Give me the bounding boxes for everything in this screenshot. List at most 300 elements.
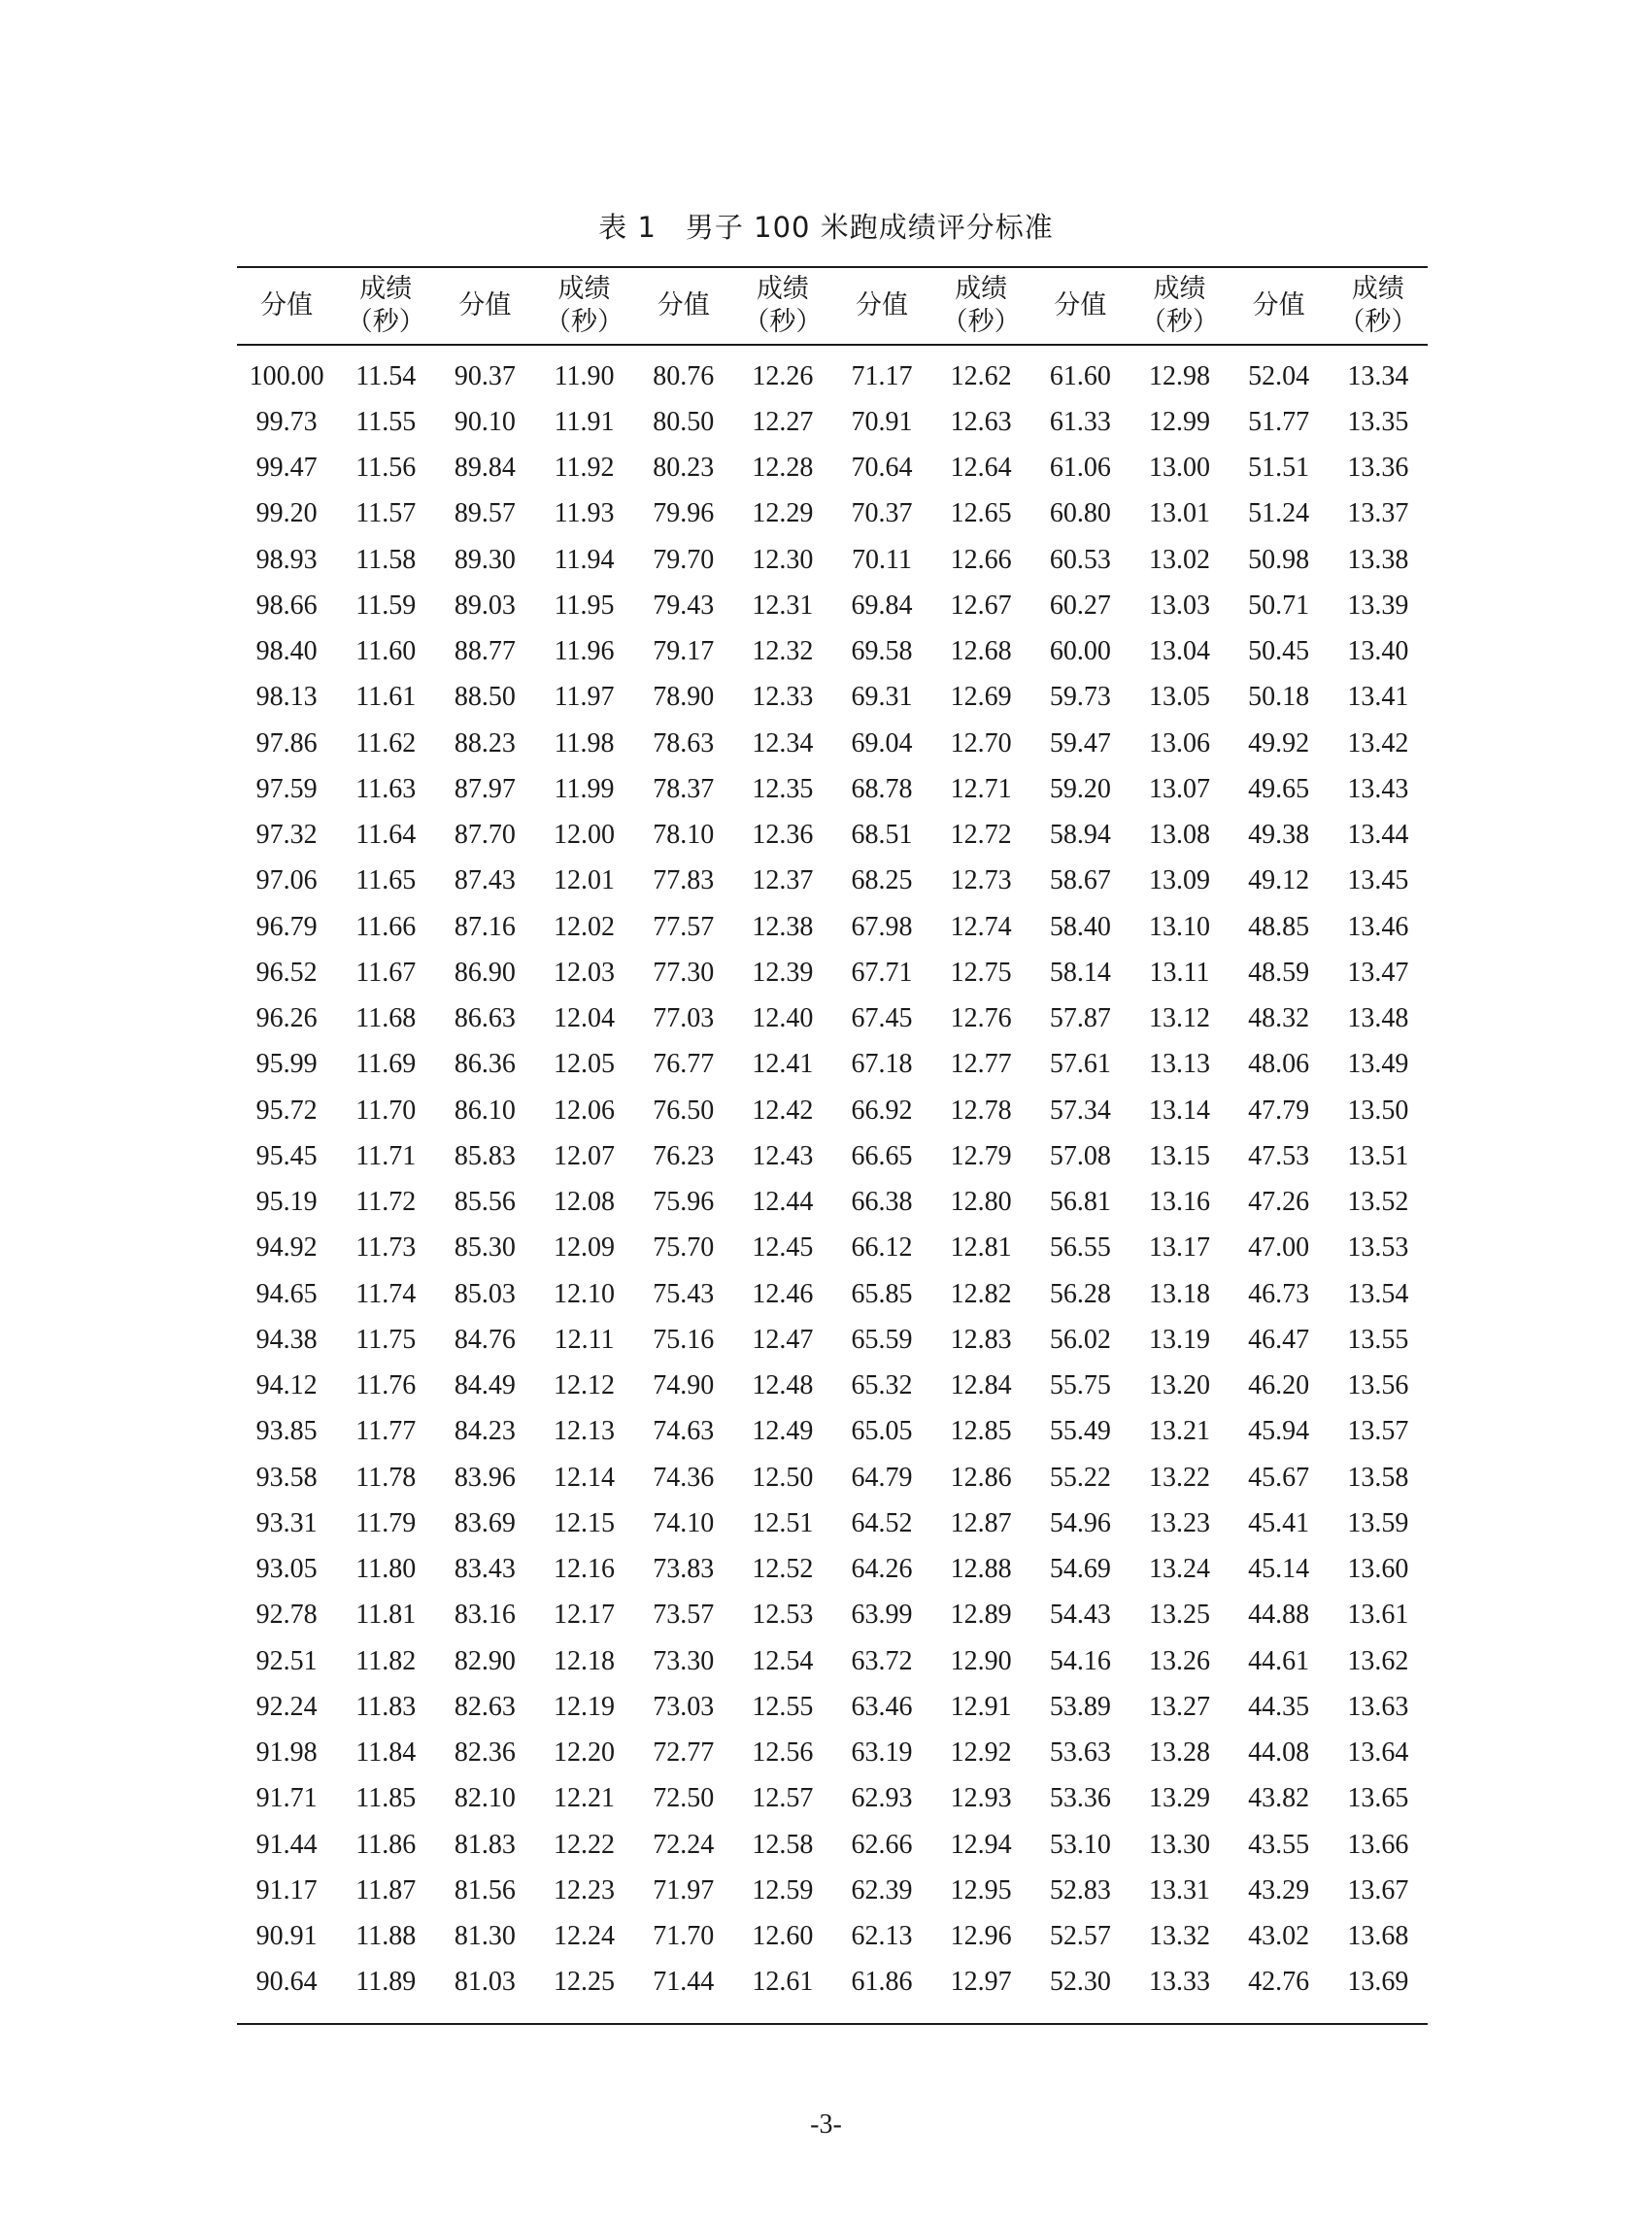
table-row xyxy=(237,537,1428,583)
time-cell: 12.99 xyxy=(1148,406,1210,437)
score-cell: 76.77 xyxy=(653,1049,715,1080)
time-cell: 11.77 xyxy=(355,1416,417,1447)
score-cell: 55.22 xyxy=(1049,1462,1111,1493)
time-cell: 12.12 xyxy=(554,1370,616,1401)
time-cell: 12.86 xyxy=(950,1462,1012,1493)
score-cell: 58.94 xyxy=(1049,820,1111,851)
time-cell: 11.60 xyxy=(355,636,417,667)
score-cell: 67.45 xyxy=(851,1003,913,1034)
time-cell: 11.54 xyxy=(355,360,417,391)
time-cell: 11.81 xyxy=(355,1600,417,1631)
time-cell: 11.98 xyxy=(554,727,615,759)
time-cell: 13.53 xyxy=(1347,1232,1409,1264)
score-cell: 59.73 xyxy=(1049,682,1111,713)
time-cell: 12.08 xyxy=(554,1187,616,1218)
score-cell: 86.63 xyxy=(454,1003,516,1034)
score-cell: 88.23 xyxy=(454,727,516,759)
time-cell: 13.31 xyxy=(1148,1874,1210,1905)
time-cell: 11.75 xyxy=(355,1324,417,1355)
table-row xyxy=(237,904,1428,950)
time-cell: 13.07 xyxy=(1148,773,1210,804)
time-cell: 12.71 xyxy=(950,773,1012,804)
time-cell: 11.69 xyxy=(355,1049,417,1080)
time-cell: 11.58 xyxy=(355,544,417,575)
time-cell: 12.70 xyxy=(950,727,1012,759)
header-time xyxy=(1329,267,1428,345)
time-cell: 11.71 xyxy=(355,1140,417,1171)
header-score xyxy=(832,267,931,345)
score-cell: 67.98 xyxy=(851,911,913,942)
header-time xyxy=(733,267,832,345)
time-cell: 12.94 xyxy=(950,1829,1012,1860)
score-cell: 43.29 xyxy=(1248,1874,1310,1905)
score-cell: 58.14 xyxy=(1049,957,1111,988)
score-cell: 100.00 xyxy=(249,360,324,391)
score-cell: 84.49 xyxy=(454,1370,516,1401)
score-cell: 45.41 xyxy=(1248,1507,1310,1538)
time-cell: 12.49 xyxy=(752,1416,814,1447)
time-cell: 12.58 xyxy=(752,1829,814,1860)
time-cell: 13.00 xyxy=(1148,453,1210,484)
score-cell: 47.26 xyxy=(1248,1187,1310,1218)
header-score xyxy=(1030,267,1129,345)
time-cell: 12.06 xyxy=(554,1095,616,1126)
time-cell: 12.56 xyxy=(752,1737,814,1769)
time-cell: 13.64 xyxy=(1347,1737,1409,1769)
score-cell: 51.77 xyxy=(1248,406,1310,437)
time-cell: 13.61 xyxy=(1347,1600,1409,1631)
score-cell: 75.70 xyxy=(653,1232,715,1264)
score-cell: 45.67 xyxy=(1248,1462,1310,1493)
time-cell: 13.42 xyxy=(1347,727,1409,759)
score-cell: 55.75 xyxy=(1049,1370,1111,1401)
time-cell: 13.13 xyxy=(1148,1049,1210,1080)
score-cell: 77.57 xyxy=(653,911,715,942)
score-cell: 44.61 xyxy=(1248,1645,1310,1676)
time-cell: 13.60 xyxy=(1347,1554,1409,1585)
time-cell: 12.37 xyxy=(752,865,814,896)
time-cell: 12.67 xyxy=(950,590,1012,621)
time-cell: 13.58 xyxy=(1347,1462,1409,1493)
time-cell: 13.46 xyxy=(1347,911,1409,942)
score-cell: 89.03 xyxy=(454,590,516,621)
time-cell: 13.62 xyxy=(1347,1645,1409,1676)
table-header xyxy=(237,267,1428,345)
score-cell: 97.32 xyxy=(255,820,318,851)
time-cell: 12.68 xyxy=(950,636,1012,667)
time-cell: 11.94 xyxy=(554,544,615,575)
time-cell: 13.30 xyxy=(1148,1829,1210,1860)
time-cell: 11.72 xyxy=(355,1187,417,1218)
time-cell: 13.55 xyxy=(1347,1324,1409,1355)
table-row xyxy=(237,813,1428,859)
score-cell: 58.67 xyxy=(1049,865,1111,896)
score-cell: 60.53 xyxy=(1049,544,1111,575)
time-cell: 12.93 xyxy=(950,1783,1012,1814)
score-cell: 68.78 xyxy=(851,773,913,804)
score-cell: 64.26 xyxy=(851,1554,913,1585)
table-row xyxy=(237,1776,1428,1822)
time-cell: 13.29 xyxy=(1148,1783,1210,1814)
score-cell: 98.13 xyxy=(255,682,318,713)
score-cell: 72.50 xyxy=(653,1783,715,1814)
table-row xyxy=(237,1317,1428,1363)
time-cell: 11.70 xyxy=(355,1095,417,1126)
score-cell: 71.17 xyxy=(851,360,913,391)
score-cell: 77.30 xyxy=(653,957,715,988)
time-cell: 12.77 xyxy=(950,1049,1012,1080)
table-row xyxy=(237,1500,1428,1546)
time-cell: 12.61 xyxy=(752,1967,814,1998)
time-cell: 12.59 xyxy=(752,1874,814,1905)
score-cell: 83.69 xyxy=(454,1507,516,1538)
time-cell: 11.95 xyxy=(554,590,615,621)
time-cell: 11.87 xyxy=(355,1874,417,1905)
header-time-unit: （秒） xyxy=(1338,307,1418,337)
score-cell: 88.77 xyxy=(454,636,516,667)
time-cell: 12.05 xyxy=(554,1049,616,1080)
time-cell: 11.59 xyxy=(355,590,417,621)
time-cell: 12.79 xyxy=(950,1140,1012,1171)
time-cell: 12.97 xyxy=(950,1967,1012,1998)
time-cell: 13.08 xyxy=(1148,820,1210,851)
score-cell: 79.96 xyxy=(653,498,715,529)
time-cell: 12.57 xyxy=(752,1783,814,1814)
score-cell: 99.73 xyxy=(255,406,318,437)
time-cell: 12.63 xyxy=(950,406,1012,437)
score-cell: 73.83 xyxy=(653,1554,715,1585)
score-cell: 59.20 xyxy=(1049,773,1111,804)
score-cell: 73.30 xyxy=(653,1645,715,1676)
score-cell: 47.79 xyxy=(1248,1095,1310,1126)
score-table xyxy=(237,266,1428,2025)
score-cell: 85.03 xyxy=(454,1278,516,1309)
score-cell: 91.44 xyxy=(255,1829,318,1860)
table-row xyxy=(237,1364,1428,1409)
time-cell: 13.67 xyxy=(1347,1874,1409,1905)
time-cell: 11.67 xyxy=(355,957,417,988)
score-cell: 90.10 xyxy=(454,406,516,437)
time-cell: 13.52 xyxy=(1347,1187,1409,1218)
table-row xyxy=(237,345,1428,399)
time-cell: 12.24 xyxy=(554,1921,616,1952)
time-cell: 12.01 xyxy=(554,865,616,896)
score-cell: 81.30 xyxy=(454,1921,516,1952)
score-cell: 49.65 xyxy=(1248,773,1310,804)
table-row xyxy=(237,1042,1428,1088)
score-cell: 47.53 xyxy=(1248,1140,1310,1171)
time-cell: 12.66 xyxy=(950,544,1012,575)
time-cell: 11.61 xyxy=(355,682,417,713)
score-cell: 72.24 xyxy=(653,1829,715,1860)
time-cell: 12.80 xyxy=(950,1187,1012,1218)
score-cell: 82.90 xyxy=(454,1645,516,1676)
score-cell: 65.59 xyxy=(851,1324,913,1355)
score-cell: 79.43 xyxy=(653,590,715,621)
score-cell: 78.63 xyxy=(653,727,715,759)
time-cell: 12.78 xyxy=(950,1095,1012,1126)
header-time-label: 成绩 xyxy=(1351,274,1404,304)
time-cell: 11.89 xyxy=(355,1967,417,1998)
time-cell: 12.45 xyxy=(752,1232,814,1264)
time-cell: 13.22 xyxy=(1148,1462,1210,1493)
score-cell: 95.19 xyxy=(255,1187,318,1218)
time-cell: 11.92 xyxy=(554,453,615,484)
table-row xyxy=(237,675,1428,721)
score-cell: 82.63 xyxy=(454,1691,516,1722)
time-cell: 12.22 xyxy=(554,1829,616,1860)
time-cell: 12.89 xyxy=(950,1600,1012,1631)
score-cell: 78.10 xyxy=(653,820,715,851)
time-cell: 13.21 xyxy=(1148,1416,1210,1447)
table-row xyxy=(237,766,1428,812)
time-cell: 12.65 xyxy=(950,498,1012,529)
time-cell: 12.09 xyxy=(554,1232,616,1264)
time-cell: 12.02 xyxy=(554,911,616,942)
header-time xyxy=(336,267,435,345)
score-cell: 94.38 xyxy=(255,1324,318,1355)
score-cell: 62.66 xyxy=(851,1829,913,1860)
time-cell: 12.36 xyxy=(752,820,814,851)
header-time-label: 成绩 xyxy=(359,274,413,304)
time-cell: 12.51 xyxy=(752,1507,814,1538)
score-cell: 82.10 xyxy=(454,1783,516,1814)
header-score-label: 分值 xyxy=(1054,290,1107,320)
score-cell: 52.83 xyxy=(1049,1874,1111,1905)
score-cell: 54.43 xyxy=(1049,1600,1111,1631)
score-cell: 99.20 xyxy=(255,498,318,529)
time-cell: 12.88 xyxy=(950,1554,1012,1585)
time-cell: 13.14 xyxy=(1148,1095,1210,1126)
time-cell: 12.62 xyxy=(950,360,1012,391)
time-cell: 12.33 xyxy=(752,682,814,713)
time-cell: 13.51 xyxy=(1347,1140,1409,1171)
score-cell: 51.24 xyxy=(1248,498,1310,529)
table-row xyxy=(237,1868,1428,1913)
time-cell: 13.44 xyxy=(1347,820,1409,851)
score-cell: 71.70 xyxy=(653,1921,715,1952)
score-cell: 91.71 xyxy=(255,1783,318,1814)
time-cell: 12.10 xyxy=(554,1278,616,1309)
table-row xyxy=(237,721,1428,766)
table-row xyxy=(237,1638,1428,1684)
time-cell: 13.23 xyxy=(1148,1507,1210,1538)
score-cell: 49.38 xyxy=(1248,820,1310,851)
score-cell: 81.83 xyxy=(454,1829,516,1860)
time-cell: 12.72 xyxy=(950,820,1012,851)
table-row xyxy=(237,446,1428,491)
time-cell: 12.25 xyxy=(554,1967,616,1998)
table-row xyxy=(237,1914,1428,1960)
time-cell: 12.21 xyxy=(554,1783,616,1814)
time-cell: 12.40 xyxy=(752,1003,814,1034)
table-row xyxy=(237,1593,1428,1638)
score-cell: 85.30 xyxy=(454,1232,516,1264)
table-row xyxy=(237,399,1428,445)
score-cell: 76.23 xyxy=(653,1140,715,1171)
score-cell: 74.10 xyxy=(653,1507,715,1538)
score-cell: 83.96 xyxy=(454,1462,516,1493)
score-cell: 52.30 xyxy=(1049,1967,1111,1998)
header-score-label: 分值 xyxy=(1252,290,1305,320)
score-cell: 90.37 xyxy=(454,360,516,391)
time-cell: 12.76 xyxy=(950,1003,1012,1034)
time-cell: 11.57 xyxy=(355,498,417,529)
score-cell: 61.33 xyxy=(1049,406,1111,437)
score-cell: 94.65 xyxy=(255,1278,318,1309)
score-cell: 66.92 xyxy=(851,1095,913,1126)
time-cell: 12.73 xyxy=(950,865,1012,896)
score-cell: 70.91 xyxy=(851,406,913,437)
time-cell: 11.83 xyxy=(355,1691,417,1722)
time-cell: 12.52 xyxy=(752,1554,814,1585)
score-cell: 94.12 xyxy=(255,1370,318,1401)
score-cell: 94.92 xyxy=(255,1232,318,1264)
header-score-label: 分值 xyxy=(657,290,710,320)
header-score xyxy=(435,267,534,345)
score-cell: 90.64 xyxy=(255,1967,318,1998)
time-cell: 12.47 xyxy=(752,1324,814,1355)
score-cell: 81.56 xyxy=(454,1874,516,1905)
time-cell: 11.90 xyxy=(554,360,615,391)
score-cell: 55.49 xyxy=(1049,1416,1111,1447)
header-score xyxy=(237,267,336,345)
time-cell: 12.27 xyxy=(752,406,814,437)
time-cell: 13.20 xyxy=(1148,1370,1210,1401)
score-cell: 70.64 xyxy=(851,453,913,484)
time-cell: 11.80 xyxy=(355,1554,417,1585)
time-cell: 13.43 xyxy=(1347,773,1409,804)
score-cell: 83.16 xyxy=(454,1600,516,1631)
time-cell: 11.86 xyxy=(355,1829,417,1860)
score-cell: 85.56 xyxy=(454,1187,516,1218)
time-cell: 11.56 xyxy=(355,453,417,484)
time-cell: 12.43 xyxy=(752,1140,814,1171)
score-cell: 56.28 xyxy=(1049,1278,1111,1309)
time-cell: 11.63 xyxy=(355,773,417,804)
time-cell: 11.96 xyxy=(554,636,615,667)
score-cell: 43.82 xyxy=(1248,1783,1310,1814)
header-time xyxy=(534,267,633,345)
score-cell: 49.12 xyxy=(1248,865,1310,896)
score-cell: 67.18 xyxy=(851,1049,913,1080)
time-cell: 13.18 xyxy=(1148,1278,1210,1309)
score-cell: 87.70 xyxy=(454,820,516,851)
time-cell: 13.24 xyxy=(1148,1554,1210,1585)
time-cell: 13.17 xyxy=(1148,1232,1210,1264)
header-time-unit: （秒） xyxy=(346,307,425,337)
time-cell: 11.88 xyxy=(355,1921,417,1952)
time-cell: 13.66 xyxy=(1347,1829,1409,1860)
table-row xyxy=(237,1684,1428,1730)
score-cell: 99.47 xyxy=(255,453,318,484)
score-cell: 53.10 xyxy=(1049,1829,1111,1860)
header-time-label: 成绩 xyxy=(557,274,611,304)
time-cell: 12.04 xyxy=(554,1003,616,1034)
score-cell: 96.52 xyxy=(255,957,318,988)
time-cell: 12.34 xyxy=(752,727,814,759)
time-cell: 13.35 xyxy=(1347,406,1409,437)
score-cell: 93.58 xyxy=(255,1462,318,1493)
score-cell: 92.24 xyxy=(255,1691,318,1722)
time-cell: 13.10 xyxy=(1148,911,1210,942)
score-cell: 81.03 xyxy=(454,1967,516,1998)
time-cell: 12.83 xyxy=(950,1324,1012,1355)
score-cell: 79.17 xyxy=(653,636,715,667)
score-cell: 54.96 xyxy=(1049,1507,1111,1538)
score-cell: 86.36 xyxy=(454,1049,516,1080)
score-cell: 76.50 xyxy=(653,1095,715,1126)
time-cell: 11.97 xyxy=(554,682,615,713)
time-cell: 13.40 xyxy=(1347,636,1409,667)
time-cell: 13.19 xyxy=(1148,1324,1210,1355)
score-cell: 59.47 xyxy=(1049,727,1111,759)
time-cell: 12.03 xyxy=(554,957,616,988)
score-cell: 74.36 xyxy=(653,1462,715,1493)
score-cell: 64.79 xyxy=(851,1462,913,1493)
score-cell: 78.90 xyxy=(653,682,715,713)
score-cell: 70.37 xyxy=(851,498,913,529)
time-cell: 12.38 xyxy=(752,911,814,942)
score-cell: 77.83 xyxy=(653,865,715,896)
header-score-label: 分值 xyxy=(856,290,909,320)
table-row xyxy=(237,1960,1428,2024)
time-cell: 11.64 xyxy=(355,820,417,851)
score-cell: 91.17 xyxy=(255,1874,318,1905)
score-cell: 53.36 xyxy=(1049,1783,1111,1814)
score-cell: 46.20 xyxy=(1248,1370,1310,1401)
score-cell: 68.51 xyxy=(851,820,913,851)
time-cell: 13.26 xyxy=(1148,1645,1210,1676)
score-cell: 85.83 xyxy=(454,1140,516,1171)
time-cell: 12.41 xyxy=(752,1049,814,1080)
table-row xyxy=(237,1226,1428,1271)
score-cell: 61.60 xyxy=(1049,360,1111,391)
time-cell: 11.91 xyxy=(554,406,615,437)
time-cell: 12.31 xyxy=(752,590,814,621)
score-cell: 60.00 xyxy=(1049,636,1111,667)
time-cell: 13.03 xyxy=(1148,590,1210,621)
score-cell: 69.58 xyxy=(851,636,913,667)
time-cell: 13.54 xyxy=(1347,1278,1409,1309)
score-cell: 84.76 xyxy=(454,1324,516,1355)
score-cell: 51.51 xyxy=(1248,453,1310,484)
score-cell: 62.13 xyxy=(851,1921,913,1952)
score-cell: 48.32 xyxy=(1248,1003,1310,1034)
time-cell: 13.45 xyxy=(1347,865,1409,896)
score-cell: 61.86 xyxy=(851,1967,913,1998)
time-cell: 12.07 xyxy=(554,1140,616,1171)
time-cell: 13.05 xyxy=(1148,682,1210,713)
score-cell: 89.84 xyxy=(454,453,516,484)
time-cell: 13.38 xyxy=(1347,544,1409,575)
header-time-label: 成绩 xyxy=(955,274,1008,304)
time-cell: 11.62 xyxy=(355,727,417,759)
score-cell: 86.90 xyxy=(454,957,516,988)
score-cell: 56.02 xyxy=(1049,1324,1111,1355)
time-cell: 12.39 xyxy=(752,957,814,988)
score-cell: 70.11 xyxy=(852,544,912,575)
score-cell: 95.72 xyxy=(255,1095,318,1126)
score-cell: 96.79 xyxy=(255,911,318,942)
table-title: 表 1 男子 100 米跑成绩评分标准 xyxy=(598,211,1054,244)
time-cell: 12.91 xyxy=(950,1691,1012,1722)
score-cell: 58.40 xyxy=(1049,911,1111,942)
time-cell: 12.46 xyxy=(752,1278,814,1309)
table-row xyxy=(237,1822,1428,1868)
time-cell: 13.63 xyxy=(1347,1691,1409,1722)
score-cell: 56.55 xyxy=(1049,1232,1111,1264)
